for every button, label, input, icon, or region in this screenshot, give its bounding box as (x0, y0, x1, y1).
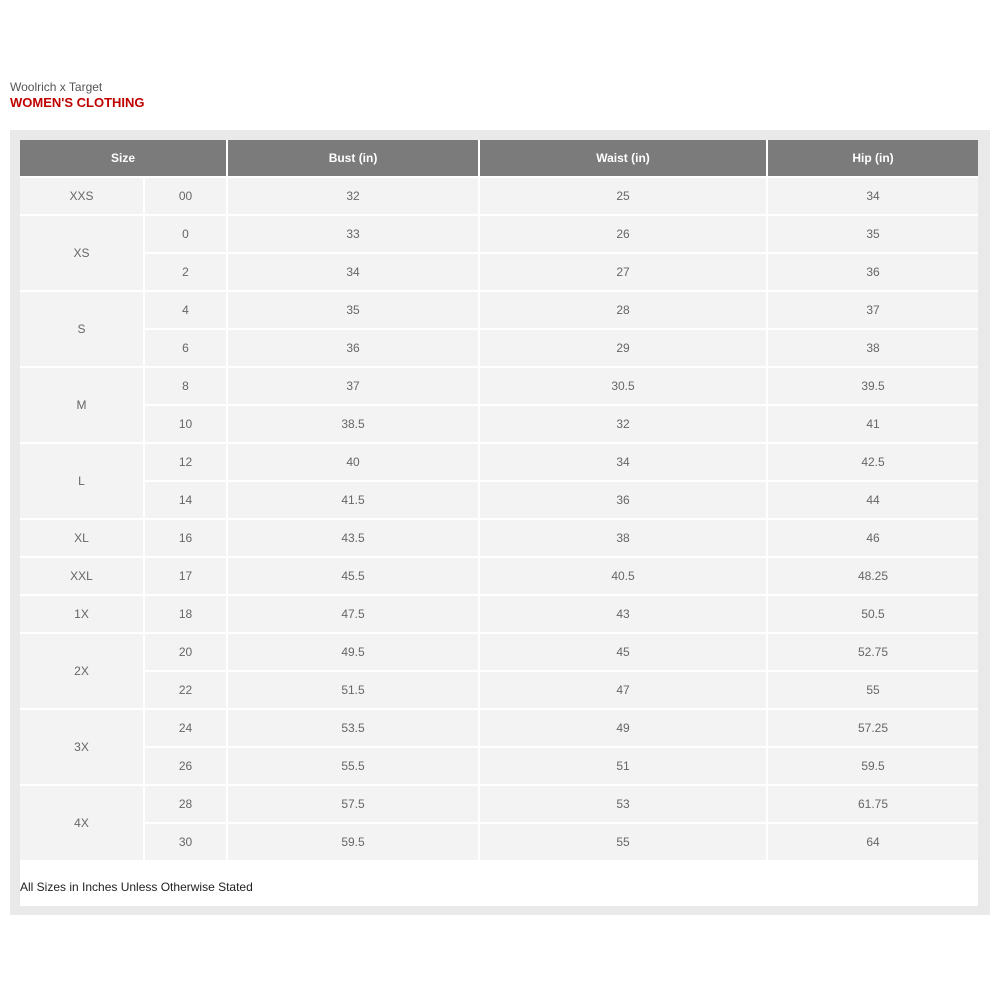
size-chart-frame (10, 130, 990, 915)
waist-cell: 28 (479, 291, 767, 329)
size-number-cell: 18 (144, 595, 227, 633)
size-number-cell: 30 (144, 823, 227, 861)
hip-cell: 36 (767, 253, 978, 291)
size-number-cell: 14 (144, 481, 227, 519)
bust-cell: 35 (227, 291, 479, 329)
size-number-cell: 10 (144, 405, 227, 443)
size-number-cell: 17 (144, 557, 227, 595)
size-number-cell: 26 (144, 747, 227, 785)
hip-cell: 37 (767, 291, 978, 329)
hip-cell: 55 (767, 671, 978, 709)
size-chart-table (20, 140, 978, 862)
bust-cell: 57.5 (227, 785, 479, 823)
size-label-cell: 1X (20, 595, 144, 633)
hip-cell: 61.75 (767, 785, 978, 823)
bust-cell: 49.5 (227, 633, 479, 671)
size-label-cell: XL (20, 519, 144, 557)
hip-cell: 57.25 (767, 709, 978, 747)
bust-cell: 59.5 (227, 823, 479, 861)
bust-cell: 34 (227, 253, 479, 291)
table-row (20, 481, 978, 519)
size-number-cell: 12 (144, 443, 227, 481)
waist-cell: 32 (479, 405, 767, 443)
hip-cell: 35 (767, 215, 978, 253)
table-row (20, 291, 978, 329)
table-row (20, 557, 978, 595)
size-label-cell: 4X (20, 785, 144, 861)
table-row (20, 215, 978, 253)
size-label-cell: 3X (20, 709, 144, 785)
column-header-bust: Bust (in) (227, 140, 479, 177)
table-row (20, 709, 978, 747)
bust-cell: 36 (227, 329, 479, 367)
waist-cell: 53 (479, 785, 767, 823)
bust-cell: 40 (227, 443, 479, 481)
hip-cell: 64 (767, 823, 978, 861)
table-row (20, 595, 978, 633)
bust-cell: 53.5 (227, 709, 479, 747)
size-number-cell: 2 (144, 253, 227, 291)
bust-cell: 47.5 (227, 595, 479, 633)
hip-cell: 48.25 (767, 557, 978, 595)
waist-cell: 43 (479, 595, 767, 633)
waist-cell: 45 (479, 633, 767, 671)
waist-cell: 34 (479, 443, 767, 481)
waist-cell: 36 (479, 481, 767, 519)
table-row (20, 823, 978, 861)
hip-cell: 50.5 (767, 595, 978, 633)
bust-cell: 32 (227, 177, 479, 215)
size-label-cell: L (20, 443, 144, 519)
size-label-cell: S (20, 291, 144, 367)
size-chart-panel (20, 140, 978, 906)
waist-cell: 51 (479, 747, 767, 785)
size-label-cell: 2X (20, 633, 144, 709)
table-row (20, 329, 978, 367)
hip-cell: 39.5 (767, 367, 978, 405)
bust-cell: 51.5 (227, 671, 479, 709)
table-row (20, 671, 978, 709)
size-label-cell: XXS (20, 177, 144, 215)
bust-cell: 55.5 (227, 747, 479, 785)
table-row (20, 443, 978, 481)
bust-cell: 45.5 (227, 557, 479, 595)
table-row (20, 519, 978, 557)
waist-cell: 49 (479, 709, 767, 747)
waist-cell: 40.5 (479, 557, 767, 595)
hip-cell: 46 (767, 519, 978, 557)
hip-cell: 41 (767, 405, 978, 443)
waist-cell: 27 (479, 253, 767, 291)
size-number-cell: 22 (144, 671, 227, 709)
table-row (20, 367, 978, 405)
hip-cell: 38 (767, 329, 978, 367)
table-row (20, 633, 978, 671)
size-number-cell: 00 (144, 177, 227, 215)
bust-cell: 38.5 (227, 405, 479, 443)
table-row (20, 747, 978, 785)
table-header-row (20, 140, 978, 177)
waist-cell: 38 (479, 519, 767, 557)
bust-cell: 43.5 (227, 519, 479, 557)
size-number-cell: 6 (144, 329, 227, 367)
column-header-waist: Waist (in) (479, 140, 767, 177)
brand-name: Woolrich x Target (10, 80, 103, 94)
size-number-cell: 8 (144, 367, 227, 405)
size-number-cell: 20 (144, 633, 227, 671)
table-body (20, 177, 978, 861)
hip-cell: 34 (767, 177, 978, 215)
hip-cell: 59.5 (767, 747, 978, 785)
waist-cell: 29 (479, 329, 767, 367)
waist-cell: 25 (479, 177, 767, 215)
hip-cell: 42.5 (767, 443, 978, 481)
size-number-cell: 24 (144, 709, 227, 747)
column-header-size: Size (20, 140, 227, 177)
column-header-hip: Hip (in) (767, 140, 978, 177)
waist-cell: 30.5 (479, 367, 767, 405)
table-row (20, 785, 978, 823)
size-number-cell: 4 (144, 291, 227, 329)
waist-cell: 47 (479, 671, 767, 709)
hip-cell: 44 (767, 481, 978, 519)
footnote: All Sizes in Inches Unless Otherwise Stated (20, 880, 253, 894)
waist-cell: 26 (479, 215, 767, 253)
size-label-cell: M (20, 367, 144, 443)
size-label-cell: XXL (20, 557, 144, 595)
category-title: WOMEN'S CLOTHING (10, 95, 145, 110)
size-number-cell: 16 (144, 519, 227, 557)
size-number-cell: 28 (144, 785, 227, 823)
size-number-cell: 0 (144, 215, 227, 253)
size-label-cell: XS (20, 215, 144, 291)
bust-cell: 41.5 (227, 481, 479, 519)
bust-cell: 33 (227, 215, 479, 253)
waist-cell: 55 (479, 823, 767, 861)
table-row (20, 405, 978, 443)
hip-cell: 52.75 (767, 633, 978, 671)
table-row (20, 177, 978, 215)
page-header (10, 80, 145, 111)
bust-cell: 37 (227, 367, 479, 405)
table-row (20, 253, 978, 291)
